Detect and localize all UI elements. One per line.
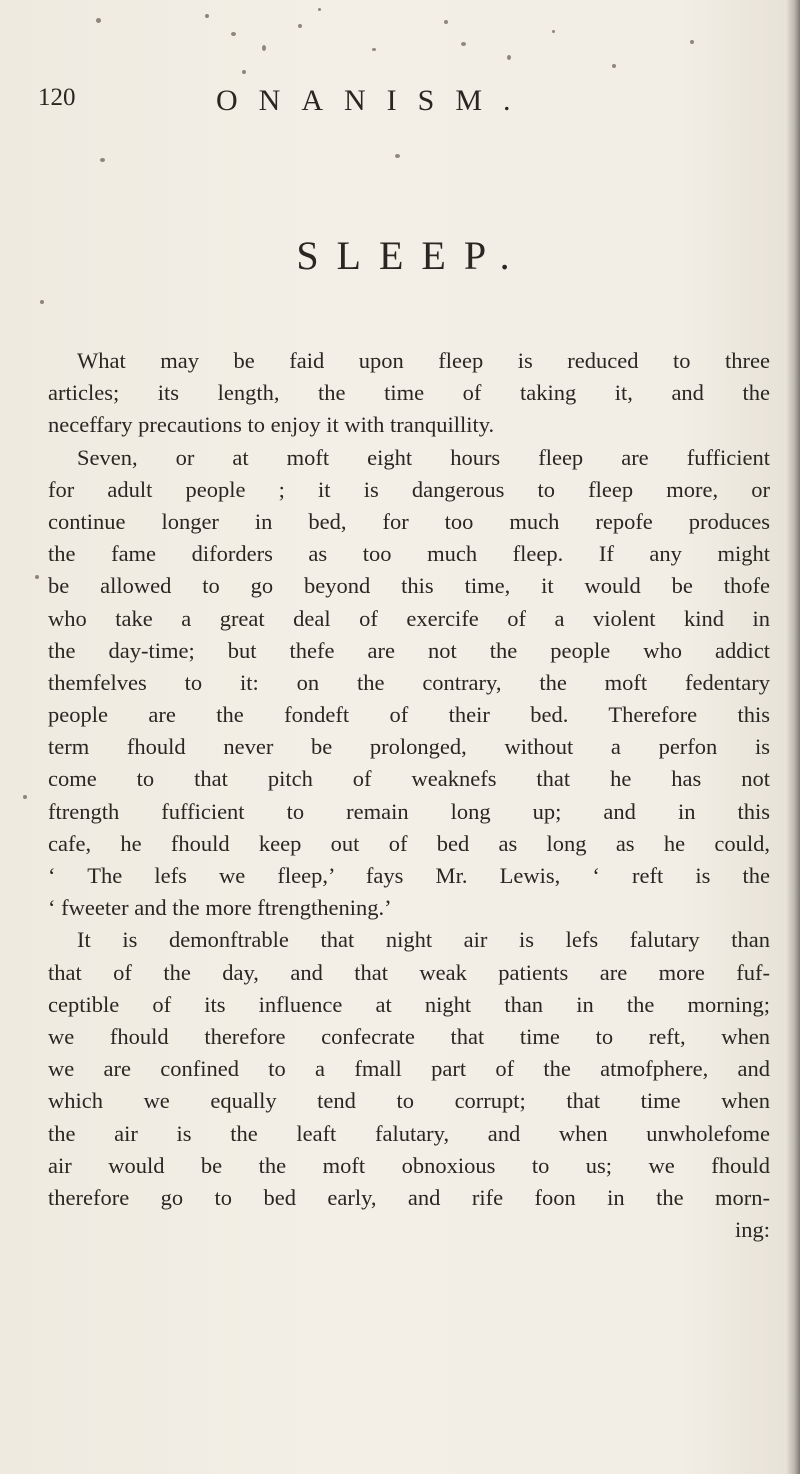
text-line: be allowed to go beyond this time, it would be thofe [48, 573, 770, 599]
text-line: which we equally tend to corrupt; that time when [48, 1088, 770, 1114]
running-title: ONANISM. [216, 84, 532, 117]
text-line: air would be the moft obnoxious to us; we fhould [48, 1152, 770, 1178]
text-line: term fhould never be prolonged, without a perfon is [48, 734, 770, 760]
text-line: ftrength fufficient to remain long up; and in this [48, 798, 770, 824]
text-line: people are the fondeft of their bed. Therefore this [48, 702, 770, 728]
text-line: ‘ The lefs we fleep,’ fays Mr. Lewis, ‘ reft is the [48, 863, 770, 888]
text-line: continue longer in bed, for too much repofe produces [48, 508, 770, 534]
text-line: themfelves to it: on the contrary, the moft fedentary [48, 669, 770, 695]
page-edge-shadow [786, 0, 800, 1474]
body-text [48, 345, 770, 1246]
text-line: ing: [734, 1217, 770, 1243]
text-line: It is demonftrable that night air is lefs falutary than [77, 927, 770, 953]
text-line: What may be faid upon fleep is reduced to three [77, 348, 770, 373]
text-line: we fhould therefore confecrate that time to reft, when [48, 1023, 770, 1049]
text-line: ‘ fweeter and the more ftrengthening.’ [48, 895, 392, 921]
text-line: for adult people ; it is dangerous to fleep more, or [48, 476, 770, 502]
text-line: ceptible of its influence at night than in the morning; [48, 991, 770, 1017]
text-line: cafe, he fhould keep out of bed as long as he could, [48, 830, 770, 856]
text-line: Seven, or at moft eight hours fleep are fufficient [77, 444, 770, 470]
running-head [38, 84, 598, 124]
page-number: 120 [38, 84, 76, 111]
text-line: come to that pitch of weaknefs that he has not [48, 766, 770, 792]
text-line: the fame diforders as too much fleep. If any might [48, 541, 770, 567]
section-title: SLEEP. [296, 233, 528, 278]
text-line: who take a great deal of exercife of a violent kind in [48, 605, 770, 631]
text-line: that of the day, and that weak patients are more fuf- [48, 959, 770, 985]
text-line: the air is the leaft falutary, and when unwholefome [48, 1120, 770, 1146]
text-line: articles; its length, the time of taking it, and the [48, 380, 770, 406]
text-line: we are confined to a fmall part of the atmofphere, and [48, 1056, 770, 1082]
text-line: the day-time; but thefe are not the people who addict [48, 637, 770, 663]
text-line: therefore go to bed early, and rife foon in the morn- [48, 1184, 770, 1210]
text-line: neceffary precautions to enjoy it with tranquillity. [48, 412, 495, 438]
